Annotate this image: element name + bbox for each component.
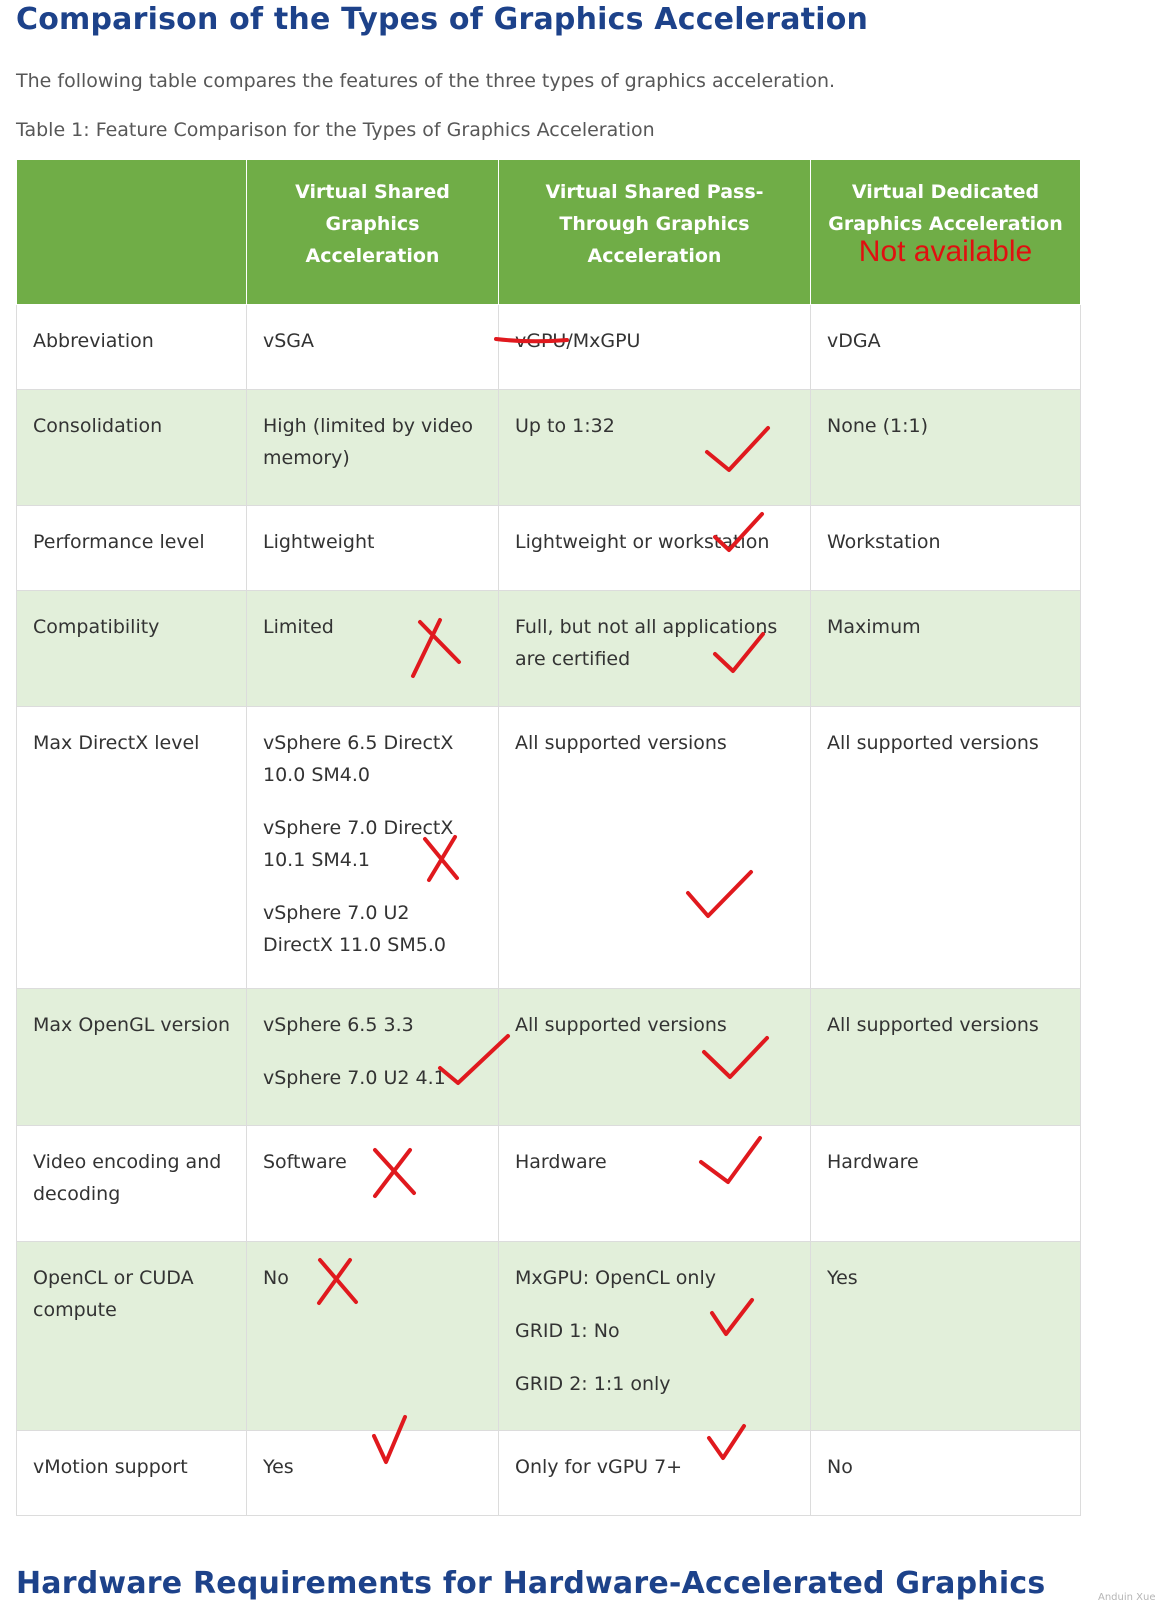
feature-cell: Compatibility [17, 591, 247, 707]
vdga-cell [811, 1242, 1081, 1431]
header-vsga: Virtual Shared Graphics Acceleration [247, 160, 499, 305]
cell-text: Workstation [827, 531, 941, 553]
vgpu-cell [499, 1242, 811, 1431]
intro-paragraph: The following table compares the features of the three types of graphics acceleration. [16, 70, 836, 92]
header-vgpu: Virtual Shared Pass-Through Graphics Acceleration [499, 160, 811, 305]
vsga-cell [247, 506, 499, 591]
cell-text: vSphere 6.5 3.3 [263, 1014, 414, 1036]
vsga-cell [247, 1431, 499, 1516]
vgpu-cell [499, 390, 811, 506]
vgpu-cell [499, 989, 811, 1126]
feature-cell: Abbreviation [17, 305, 247, 390]
vdga-cell [811, 506, 1081, 591]
cell-text: All supported versions [515, 732, 727, 754]
vsga-cell [247, 305, 499, 390]
vsga-cell [247, 707, 499, 989]
vsga-cell [247, 591, 499, 707]
header-vdga-label: Virtual Dedicated Graphics Acceleration [828, 181, 1063, 235]
cell-text: Lightweight [263, 531, 375, 553]
vdga-cell [811, 989, 1081, 1126]
cell-text: None (1:1) [827, 415, 929, 437]
table-header-row [17, 160, 1081, 305]
cell-text: vDGA [827, 330, 881, 352]
page-title: Comparison of the Types of Graphics Acceleration [16, 2, 869, 37]
cell-text: vSphere 7.0 U2 4.1 [263, 1067, 446, 1089]
cell-text: vSphere 7.0 U2 DirectX 11.0 SM5.0 [263, 902, 446, 956]
feature-cell: vMotion support [17, 1431, 247, 1516]
table-row [17, 591, 1081, 707]
cell-text: Limited [263, 616, 334, 638]
vsga-cell [247, 390, 499, 506]
cell-text: Maximum [827, 616, 921, 638]
cell-text: All supported versions [827, 732, 1039, 754]
cell-text: All supported versions [827, 1014, 1039, 1036]
table-row [17, 1431, 1081, 1516]
vdga-cell [811, 390, 1081, 506]
table-row [17, 707, 1081, 989]
cell-text: Yes [827, 1267, 858, 1289]
cell-text: Full, but not all applications are certified [515, 616, 778, 670]
cell-text: No [263, 1267, 289, 1289]
cell-text: Lightweight or workstation [515, 531, 770, 553]
watermark: Anduin Xue [1098, 1592, 1156, 1603]
table-row [17, 390, 1081, 506]
cell-text: vGPU/MxGPU [515, 330, 641, 352]
feature-cell: Consolidation [17, 390, 247, 506]
not-available-annotation: Not available [858, 235, 1033, 268]
cell-text: vSGA [263, 330, 315, 352]
vdga-cell [811, 591, 1081, 707]
vgpu-cell [499, 506, 811, 591]
cell-text: GRID 2: 1:1 only [515, 1373, 671, 1395]
table-row [17, 305, 1081, 390]
cell-text: Software [263, 1151, 347, 1173]
cell-text: No [827, 1456, 853, 1478]
vsga-cell [247, 1242, 499, 1431]
vgpu-cell [499, 707, 811, 989]
feature-comparison-table [16, 159, 1081, 1516]
header-feature [17, 160, 247, 305]
vdga-cell [811, 1126, 1081, 1242]
table-row [17, 989, 1081, 1126]
cell-text: Hardware [515, 1151, 607, 1173]
vsga-cell [247, 989, 499, 1126]
vgpu-cell [499, 591, 811, 707]
vdga-cell [811, 1431, 1081, 1516]
cell-text: vSphere 7.0 DirectX 10.1 SM4.1 [263, 817, 454, 871]
cell-text: High (limited by video memory) [263, 415, 473, 469]
cell-text: vSphere 6.5 DirectX 10.0 SM4.0 [263, 732, 454, 786]
table-row [17, 506, 1081, 591]
cell-text: Hardware [827, 1151, 919, 1173]
table-row [17, 1126, 1081, 1242]
cell-text: GRID 1: No [515, 1320, 620, 1342]
vgpu-cell [499, 305, 811, 390]
feature-cell: OpenCL or CUDA compute [17, 1242, 247, 1431]
vsga-cell [247, 1126, 499, 1242]
cell-text: Yes [263, 1456, 294, 1478]
cell-text: Up to 1:32 [515, 415, 615, 437]
feature-cell: Video encoding and decoding [17, 1126, 247, 1242]
vdga-cell [811, 707, 1081, 989]
cell-text: MxGPU: OpenCL only [515, 1267, 716, 1289]
table-caption: Table 1: Feature Comparison for the Types of Graphics Acceleration [16, 119, 655, 141]
table-row [17, 1242, 1081, 1431]
feature-cell: Max OpenGL version [17, 989, 247, 1126]
header-vdga [811, 160, 1081, 305]
vgpu-cell [499, 1431, 811, 1516]
vgpu-cell [499, 1126, 811, 1242]
next-section-title: Hardware Requirements for Hardware-Accelerated Graphics [16, 1566, 1046, 1601]
cell-text: Only for vGPU 7+ [515, 1456, 683, 1478]
feature-cell: Performance level [17, 506, 247, 591]
feature-cell: Max DirectX level [17, 707, 247, 989]
vdga-cell [811, 305, 1081, 390]
cell-text: All supported versions [515, 1014, 727, 1036]
